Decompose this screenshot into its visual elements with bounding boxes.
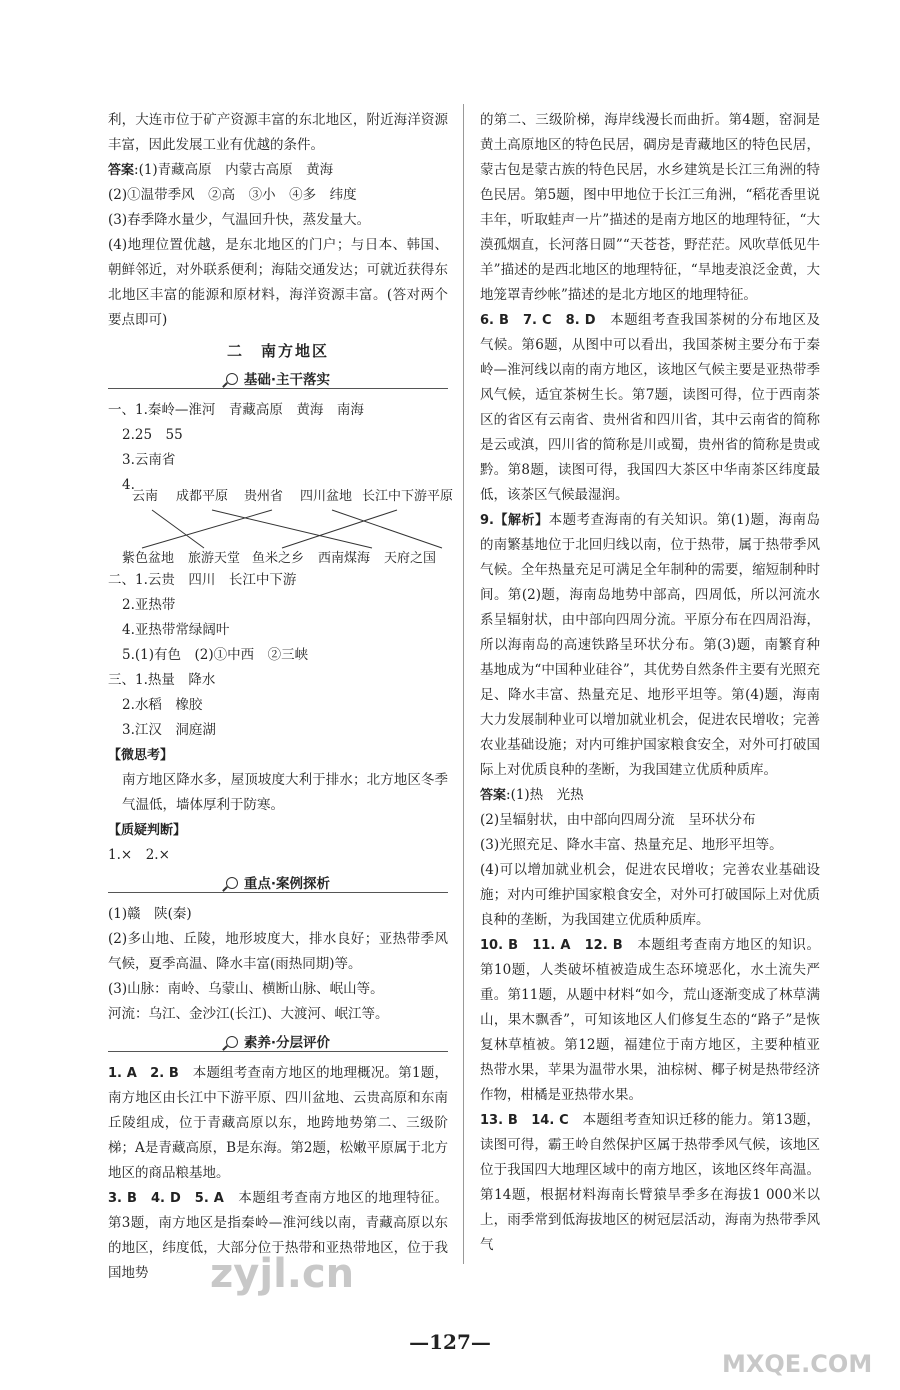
case-line: 河流：乌江、金沙江(长江)、大渡河、岷江等。: [108, 1006, 389, 1022]
magnifier-icon: [226, 877, 238, 889]
question-group: 9.【解析】本题考查海南的有关知识。第(1)题，海南岛的南繁基地位于北回归线以南，位于热带，属于热带季风气候。全年热量充足可满足全年制种的需要，缩短制种时间。第(2)题，海南岛地势中部高，四周低，所以河流水系呈辐射状，由中部向四周分流。平原分布在四周沿海，所以海南岛的高速铁路呈环状分布。第(3)题，南繁育种基地成为“中国种业硅谷”，其优势自然条件主要有光照充足、降水丰富、热量充足、地形平坦等。第(4)题，海南大力发展制种业可以增加就业机会，促进农民增收；完善农业基础设施；对内可维护国家粮食安全，对外可打破国际上对优质良种的垄断，为我国建立优质种质库。: [480, 512, 821, 778]
basic-line: 2.亚热带: [122, 597, 176, 613]
basic-line: 三、1.热量 降水: [108, 672, 216, 688]
section-title: 二 南方地区: [226, 342, 329, 360]
section-bar-case: 重点·案例探析: [108, 872, 448, 898]
think-text: 南方地区降水多，屋顶坡度大利于排水；北方地区冬季气温低，墙体厚利于防寒。: [122, 772, 448, 813]
match-top-item: 四川盆地: [300, 489, 353, 504]
match-bottom-item: 紫色盆地: [122, 551, 175, 566]
match-top-item: 成都平原: [176, 489, 229, 504]
answer-line: 答案:(1)青藏高原 内蒙古高原 黄海: [108, 162, 334, 178]
case-line: (2)多山地、丘陵，地形坡度大，排水良好；亚热带季风气候，夏季高温、降水丰富(雨热同期)等。: [108, 931, 448, 972]
answer-label: 答案: [480, 788, 507, 803]
basic-line: 3.云南省: [122, 452, 176, 468]
match-top-item: 云南: [132, 489, 159, 504]
match-bottom-item: 西南煤海: [318, 551, 371, 566]
question-group: 6. B 7. C 8. D 本题组考查我国茶树的分布地区及气候。第6题，从图中可以看出，我国茶树主要分布于秦岭—淮河线以南的南方地区，该地区气候主要是亚热带季风气候，适宜茶树生长。第7题，读图可得，位于西南茶区的省区有云南省、贵州省和四川省，其中云南省的简称是云或滇，四川省的简称是川或蜀，贵州省的简称是贵或黔。第8题，读图可得，我国四大茶区中华南茶区纬度最低，该茶区气候最湿润。: [480, 312, 820, 503]
question-group: 10. B 11. A 12. B 本题组考查南方地区的知识。第10题，人类破坏植被造成生态环境恶化，水土流失严重。第11题，从题中材料“如今，荒山逐渐变成了林草满山，果木飘香”，可知该地区人们修复生态的“路子”是恢复林草植被。第12题，福建位于南方地区，主要种植亚热带水果，苹果为温带水果，油棕树、椰子树是热带经济作物，柑橘是亚热带水果。: [480, 937, 821, 1103]
case-line: (1)赣 陕(秦): [108, 906, 192, 922]
answer-line: (4)可以增加就业机会，促进农民增收；完善农业基础设施；对内可维护国家粮食安全，对外可打破国际上对优质良种的垄断，为我国建立优质种质库。: [480, 862, 820, 928]
answer-line: (2)①温带季风 ②高 ③小 ④多 纬度: [108, 187, 357, 203]
question-numbers: 10. B 11. A 12. B: [480, 938, 623, 953]
answer-line: 答案:(1)热 光热: [480, 787, 584, 803]
question-numbers: 13. B 14. C: [480, 1113, 569, 1128]
match-top-item: 贵州省: [244, 489, 284, 504]
question-numbers: 1. A 2. B: [108, 1066, 179, 1081]
section-bar-eval: 素养·分层评价: [108, 1031, 448, 1057]
match-bottom-item: 鱼米之乡: [252, 551, 305, 566]
judge-title: 【质疑判断】: [108, 823, 187, 838]
column-divider: [463, 104, 464, 1264]
answer-line: (3)春季降水量少，气温回升快，蒸发量大。: [108, 212, 371, 228]
basic-line: 3.江汉 洞庭湖: [122, 722, 216, 738]
basic-line: 二、1.云贵 四川 长江中下游: [108, 572, 297, 588]
magnifier-icon: [226, 373, 238, 385]
answer-line: (4)地理位置优越，是东北地区的门户；与日本、韩国、朝鲜邻近，对外联系便利；海陆交通发达；可就近获得东北地区丰富的能源和原材料，海洋资源丰富。(答对两个要点即可): [108, 237, 448, 328]
question-group: 3. B 4. D 5. A 本题组考查南方地区的地理特征。第3题，南方地区是指秦岭—淮河线以南，青藏高原以东的地区，纬度低，大部分位于热带和亚热带地区，位于我国地势: [108, 1190, 449, 1281]
basic-line: 5.(1)有色 (2)①中西 ②三峡: [122, 647, 309, 663]
match-top-item: 长江中下游平原: [362, 489, 454, 504]
page-number: —127—: [409, 1330, 491, 1354]
think-title: 【微思考】: [108, 748, 174, 763]
watermark-logo: zyjl.cn: [210, 1251, 355, 1297]
watermark-logo: MXQE.COM: [722, 1350, 873, 1378]
question-group: 13. B 14. C 本题组考查知识迁移的能力。第13题，读图可得，霸王岭自然保护区属于热带季风气候，该地区位于我国四大地理区域中的南方地区，该地区终年高温。第14题，根据材料海南长臂猿旱季多在海拔1 000米以上，雨季常到低海拔地区的树冠层活动，海南为热带季风气: [480, 1112, 821, 1253]
judge-text: 1.× 2.×: [108, 847, 170, 863]
match-bottom-item: 旅游天堂: [188, 551, 241, 566]
matching-diagram: [122, 489, 454, 568]
question-numbers: 3. B 4. D 5. A: [108, 1191, 224, 1206]
answer-line: (2)呈辐射状，由中部向四周分流 呈环状分布: [480, 812, 756, 828]
question-group: 1. A 2. B 本题组考查南方地区的地理概况。第1题，南方地区由长江中下游平原、四川盆地、云贵高原和东南丘陵组成，位于青藏高原以东，地跨地势第二、三级阶梯；A是青藏高原，B是东海。第2题，松嫩平原属于北方地区的商品粮基地。: [108, 1065, 449, 1181]
basic-line: 一、1.秦岭—淮河 青藏高原 黄海 南海: [108, 402, 364, 418]
basic-line: 4.: [122, 477, 135, 493]
answer-line: (3)光照充足、降水丰富、热量充足、地形平坦等。: [480, 837, 783, 853]
answer-label: 答案: [108, 163, 135, 178]
continued-text: 的第二、三级阶梯，海岸线漫长而曲折。第4题，窑洞是黄土高原地区的特色民居，碉房是青藏地区的特色民居，蒙古包是蒙古族的特色民居，水乡建筑是长江三角洲的特色民居。第5题，图中甲地位于长江三角洲，“稻花香里说丰年，听取蛙声一片”描述的是南方地区的地理特征，“大漠孤烟直，长河落日圆”“天苍苍，野茫茫。风吹草低见牛羊”描述的是西北地区的地理特征，“旱地麦浪泛金黄，大地笼罩青纱帐”描述的是北方地区的地理特征。: [480, 112, 820, 303]
left-column: [108, 108, 454, 1297]
question-numbers: 9.【解析】: [480, 513, 549, 528]
case-line: (3)山脉：南岭、乌蒙山、横断山脉、岷山等。: [108, 981, 384, 997]
question-numbers: 6. B 7. C 8. D: [480, 313, 596, 328]
magnifier-icon: [226, 1036, 238, 1048]
intro-text: 利，大连市位于矿产资源丰富的东北地区，附近海洋资源丰富，因此发展工业有优越的条件。: [108, 112, 448, 153]
basic-line: 4.亚热带常绿阔叶: [122, 622, 230, 638]
section-bar-basics: 基础·主干落实: [108, 368, 448, 394]
match-bottom-item: 天府之国: [384, 551, 437, 566]
basic-line: 2.25 55: [122, 427, 183, 443]
basic-line: 2.水稻 橡胶: [122, 697, 203, 713]
right-column: [480, 108, 820, 1258]
